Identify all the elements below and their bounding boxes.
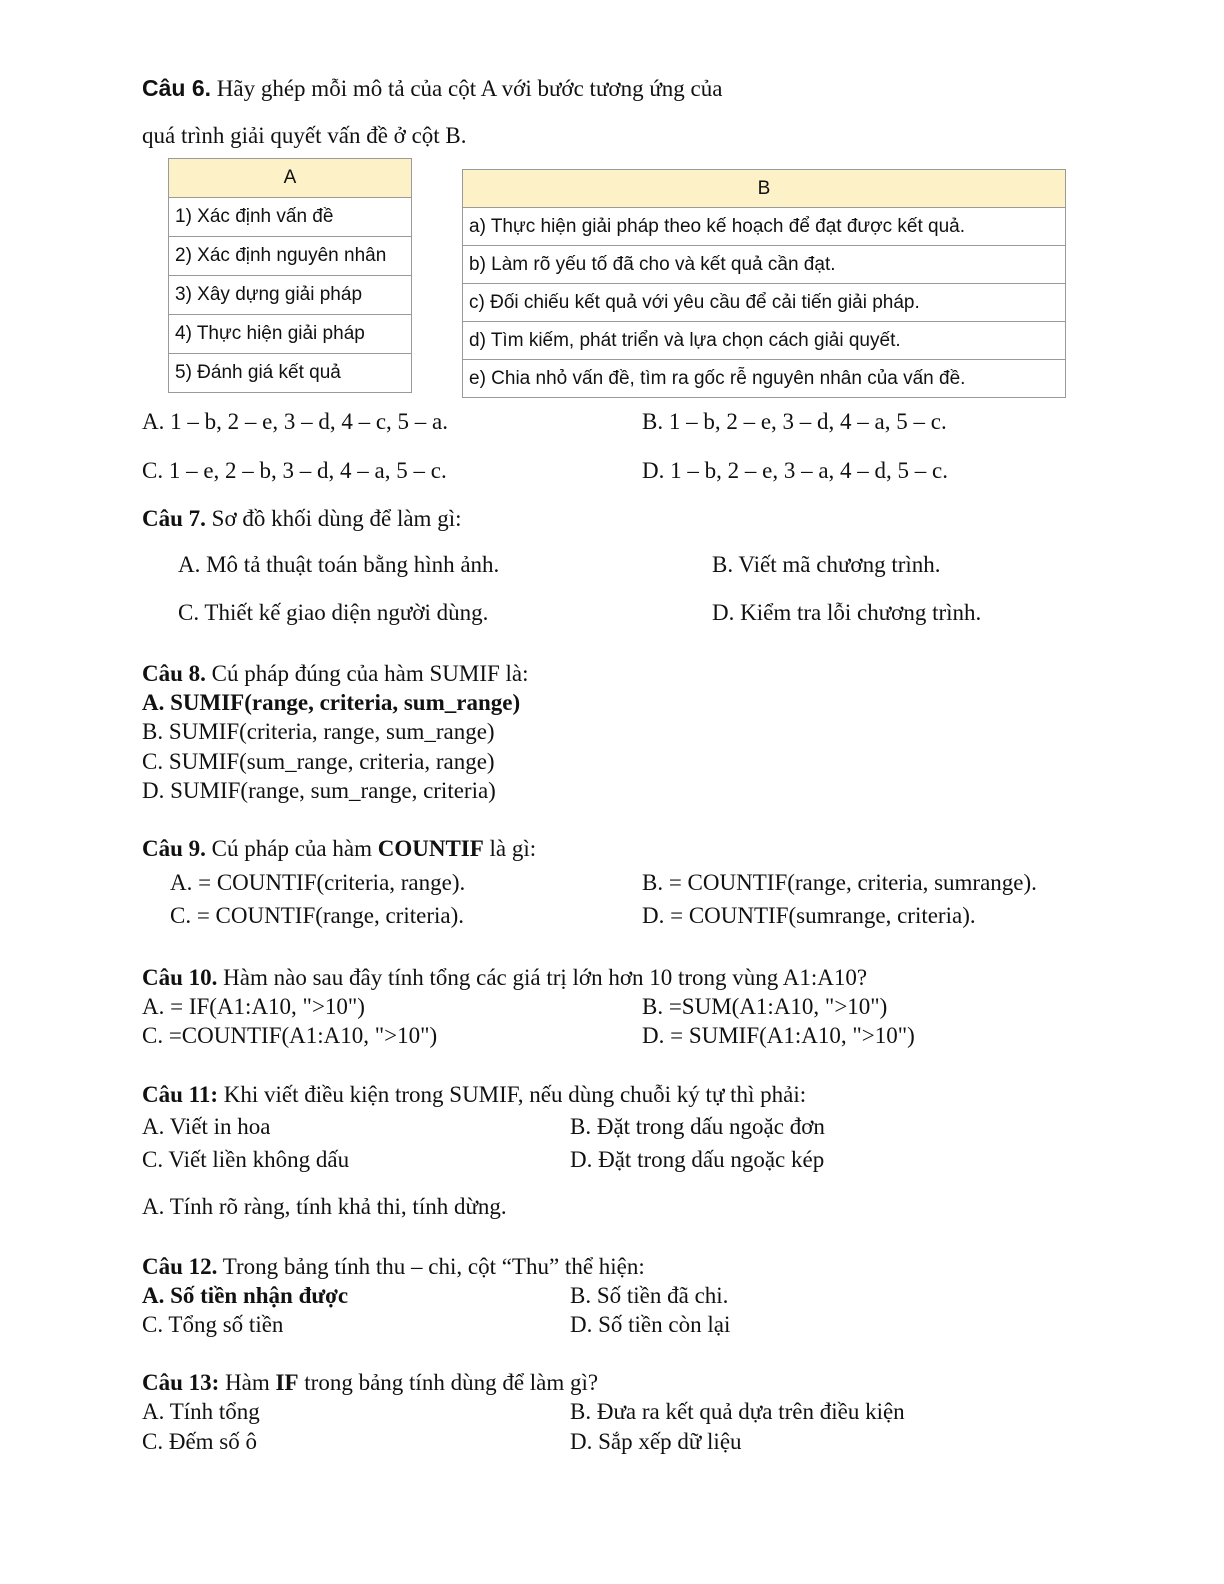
question-10-heading xyxy=(142,964,867,992)
question-6-text: Hãy ghép mỗi mô tả của cột A với bước tương ứng của xyxy=(211,76,723,101)
question-8-option-c: C. SUMIF(sum_range, criteria, range) xyxy=(142,749,495,774)
column-a-item: 4) Thực hiện giải pháp xyxy=(169,315,412,354)
question-9-text: Cú pháp của hàm xyxy=(205,836,378,861)
question-6-text-line2: quá trình giải quyết vấn đề ở cột B. xyxy=(142,123,467,148)
question-13-option-b: B. Đưa ra kết quả dựa trên điều kiện xyxy=(570,1399,905,1424)
question-12-label: Câu 12. xyxy=(142,1254,218,1279)
question-11-label: Câu 11: xyxy=(142,1082,219,1107)
column-a-item: 3) Xây dựng giải pháp xyxy=(169,276,412,315)
question-10-option-b: B. =SUM(A1:A10, ">10") xyxy=(642,994,888,1019)
column-b-item: d) Tìm kiếm, phát triển và lựa chọn cách giải quyết. xyxy=(463,322,1066,360)
question-8-option-d: D. SUMIF(range, sum_range, criteria) xyxy=(142,778,496,803)
question-9-option-b: B. = COUNTIF(range, criteria, sumrange). xyxy=(642,870,1037,895)
question-12-option-b: B. Số tiền đã chi. xyxy=(570,1283,729,1308)
question-6-option-d: D. 1 – b, 2 – e, 3 – a, 4 – d, 5 – c. xyxy=(642,458,948,483)
question-8-option-a: A. SUMIF(range, criteria, sum_range) xyxy=(142,690,521,715)
question-6-label: Câu 6. xyxy=(142,75,212,101)
question-9-heading xyxy=(142,835,536,863)
question-13-heading xyxy=(142,1369,598,1397)
question-11-option-b: B. Đặt trong dấu ngoặc đơn xyxy=(570,1114,825,1139)
stray-answer-line: A. Tính rõ ràng, tính khả thi, tính dừng. xyxy=(142,1194,507,1219)
question-7-text: Sơ đồ khối dùng để làm gì: xyxy=(205,506,462,531)
question-11-heading xyxy=(142,1081,806,1109)
question-7-option-c: C. Thiết kế giao diện người dùng. xyxy=(178,600,489,625)
question-7-option-a: A. Mô tả thuật toán bằng hình ảnh. xyxy=(178,552,500,577)
question-9-option-c: C. = COUNTIF(range, criteria). xyxy=(170,903,464,928)
question-11-option-c: C. Viết liền không dấu xyxy=(142,1147,350,1172)
question-9-option-a: A. = COUNTIF(criteria, range). xyxy=(170,870,466,895)
question-6-option-b: B. 1 – b, 2 – e, 3 – d, 4 – a, 5 – c. xyxy=(642,409,947,434)
question-6-heading xyxy=(142,74,722,103)
question-10-option-d: D. = SUMIF(A1:A10, ">10") xyxy=(642,1023,915,1048)
column-b-item: b) Làm rõ yếu tố đã cho và kết quả cần đạt. xyxy=(463,246,1066,284)
question-12-option-c: C. Tổng số tiền xyxy=(142,1312,284,1337)
question-10-label: Câu 10. xyxy=(142,965,218,990)
question-12-heading xyxy=(142,1253,645,1281)
question-13-option-d: D. Sắp xếp dữ liệu xyxy=(570,1429,742,1454)
question-13-keyword: IF xyxy=(275,1370,299,1395)
question-12-option-a: A. Số tiền nhận được xyxy=(142,1283,349,1308)
question-13-label: Câu 13: xyxy=(142,1370,220,1395)
question-10-text: Hàm nào sau đây tính tổng các giá trị lớn hơn 10 trong vùng A1:A10? xyxy=(217,965,868,990)
column-b-table xyxy=(462,169,1066,398)
column-a-header: A xyxy=(169,159,412,198)
question-9-text-end: là gì: xyxy=(483,836,537,861)
question-11-text: Khi viết điều kiện trong SUMIF, nếu dùng chuỗi ký tự thì phải: xyxy=(218,1082,807,1107)
question-8-text: Cú pháp đúng của hàm SUMIF là: xyxy=(205,661,529,686)
column-b-header: B xyxy=(463,170,1066,208)
question-6-option-c: C. 1 – e, 2 – b, 3 – d, 4 – a, 5 – c. xyxy=(142,458,447,483)
column-a-item: 1) Xác định vấn đề xyxy=(169,198,412,237)
question-13-option-c: C. Đếm số ô xyxy=(142,1429,257,1454)
question-9-keyword: COUNTIF xyxy=(377,836,484,861)
question-7-option-d: D. Kiểm tra lỗi chương trình. xyxy=(712,600,982,625)
question-12-option-d: D. Số tiền còn lại xyxy=(570,1312,731,1337)
question-10-option-a: A. = IF(A1:A10, ">10") xyxy=(142,994,365,1019)
question-12-text: Trong bảng tính thu – chi, cột “Thu” thể hiện: xyxy=(217,1254,645,1279)
question-11-option-a: A. Viết in hoa xyxy=(142,1114,271,1139)
column-a-item: 2) Xác định nguyên nhân xyxy=(169,237,412,276)
question-13-text-end: trong bảng tính dùng để làm gì? xyxy=(298,1370,599,1395)
column-b-item: c) Đối chiếu kết quả với yêu cầu để cải tiến giải pháp. xyxy=(463,284,1066,322)
column-a-item: 5) Đánh giá kết quả xyxy=(169,354,412,393)
question-7-option-b: B. Viết mã chương trình. xyxy=(712,552,941,577)
question-10-option-c: C. =COUNTIF(A1:A10, ">10") xyxy=(142,1023,438,1048)
question-11-option-d: D. Đặt trong dấu ngoặc kép xyxy=(570,1147,825,1172)
question-7-heading xyxy=(142,505,461,533)
question-13-option-a: A. Tính tổng xyxy=(142,1399,260,1424)
column-a-table xyxy=(168,158,412,393)
column-b-item: e) Chia nhỏ vấn đề, tìm ra gốc rễ nguyên nhân của vấn đề. xyxy=(463,360,1066,398)
question-7-label: Câu 7. xyxy=(142,506,206,531)
column-b-item: a) Thực hiện giải pháp theo kế hoạch để đạt được kết quả. xyxy=(463,208,1066,246)
question-13-text: Hàm xyxy=(219,1370,276,1395)
question-8-label: Câu 8. xyxy=(142,661,206,686)
question-9-option-d: D. = COUNTIF(sumrange, criteria). xyxy=(642,903,976,928)
question-6-option-a: A. 1 – b, 2 – e, 3 – d, 4 – c, 5 – a. xyxy=(142,409,448,434)
question-8-heading xyxy=(142,660,529,688)
question-9-label: Câu 9. xyxy=(142,836,206,861)
question-8-option-b: B. SUMIF(criteria, range, sum_range) xyxy=(142,719,495,744)
